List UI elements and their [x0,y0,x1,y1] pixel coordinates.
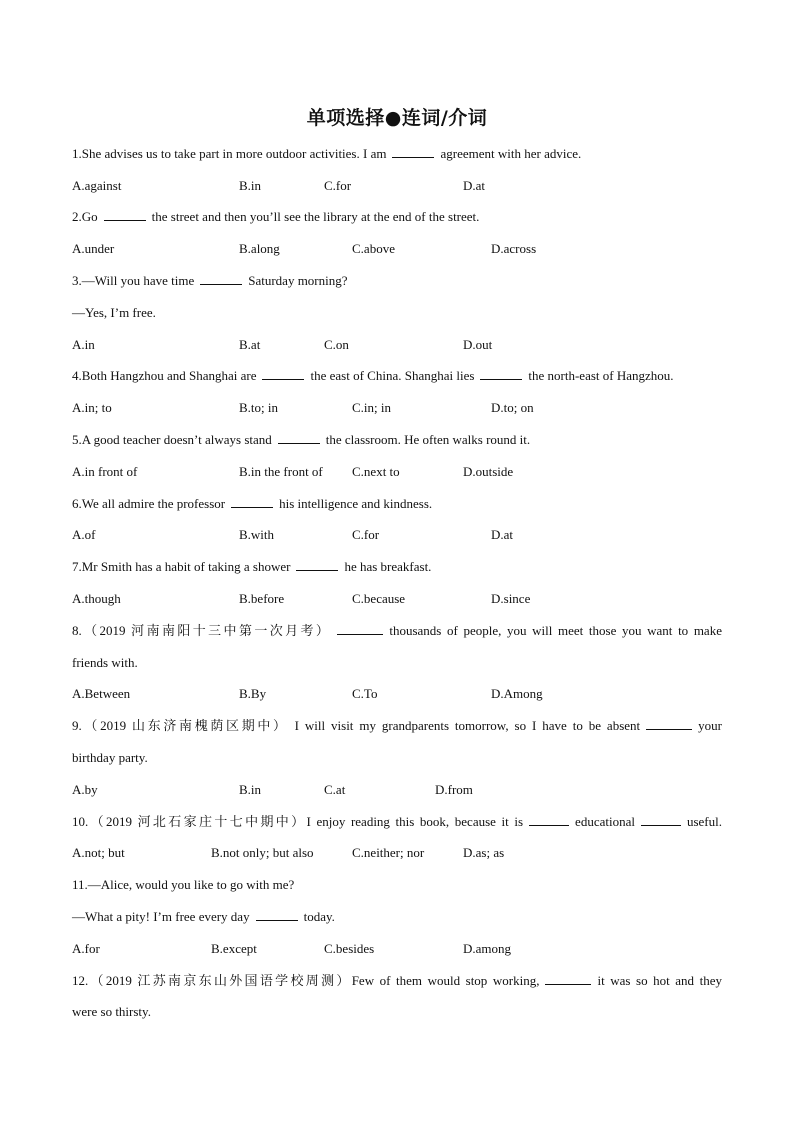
question-8 [72,623,722,639]
question-text: 7.Mr Smith has a habit of taking a shower [72,559,291,574]
question-2 [72,209,722,225]
option-a: A.of [72,527,96,542]
answer-blank [200,273,242,285]
question-3 [72,273,722,289]
option-a: A.in; to [72,400,112,415]
page-title: 单项选择●连词/介词 [306,107,488,129]
question-text: 1.She advises us to take part in more outdoor activities. I am [72,146,387,161]
option-c: C.because [352,591,406,606]
option-a: A.not; but [72,845,125,860]
option-d: D.outside [463,464,514,479]
question-text: thousands of people, you will meet those you want to make [389,623,722,638]
question-8-cont: friends with. [72,655,138,670]
question-text: useful. [686,814,722,829]
question-text: educational [575,814,635,829]
answer-blank [296,559,338,571]
question-text: your [698,718,722,733]
option-d: D.among [463,941,512,956]
option-b: B.not only; but also [211,845,314,860]
option-d: D.as; as [463,845,505,860]
question-text: 9.（2019 山东济南槐荫区期中） I will visit my grandparents tomorrow, so I have to be absent [72,718,641,733]
question-text: 2.Go [72,209,98,224]
option-b: B.in the front of [239,464,323,479]
question-text: the north-east of Hangzhou. [528,368,674,383]
question-7 [72,559,722,575]
question-10 [72,814,722,830]
question-text: the street and then you’ll see the library at the end of the street. [151,209,480,224]
option-a: A.Between [72,686,131,701]
question-text: 8.（2019 河南南阳十三中第一次月考） [72,623,332,638]
question-5 [72,432,722,448]
option-b: B.with [239,527,275,542]
question-text: 5.A good teacher doesn’t always stand [72,432,272,447]
option-a: A.in [72,337,95,352]
question-text: 3.—Will you have time [72,273,195,288]
option-c: C.neither; nor [352,845,425,860]
answer-blank [256,909,298,921]
option-d: D.to; on [491,400,534,415]
option-a: A.for [72,941,100,956]
question-1 [72,146,722,162]
option-d: D.Among [491,686,543,701]
answer-blank [545,973,591,985]
answer-blank [231,496,273,508]
question-3-reply: —Yes, I’m free. [72,305,156,320]
option-d: D.from [435,782,473,797]
option-c: C.in; in [352,400,392,415]
question-text: 4.Both Hangzhou and Shanghai are [72,368,257,383]
answer-blank [262,368,304,380]
answer-blank [529,814,569,826]
option-a: A.under [72,241,115,256]
option-d: D.since [491,591,531,606]
option-d: D.at [463,178,486,193]
option-a: A.by [72,782,98,797]
answer-blank [278,432,320,444]
question-text: today. [303,909,335,924]
option-b: B.along [239,241,280,256]
question-4 [72,368,722,384]
answer-blank [646,718,692,730]
option-b: B.at [239,337,261,352]
answer-blank [392,146,434,158]
answer-blank [641,814,681,826]
question-text: 10.（2019 河北石家庄十七中期中）I enjoy reading this book, because it is [72,814,524,829]
answer-blank [104,209,146,221]
question-12-cont: were so thirsty. [72,1004,151,1019]
question-text: agreement with her advice. [440,146,582,161]
question-9-cont: birthday party. [72,750,148,765]
question-text: it was so hot and they [597,973,722,988]
question-text: 6.We all admire the professor [72,496,226,511]
option-b: B.to; in [239,400,279,415]
answer-blank [480,368,522,380]
option-b: B.except [211,941,257,956]
option-b: B.in [239,782,262,797]
option-d: D.at [491,527,514,542]
option-a: A.in front of [72,464,138,479]
option-d: D.out [463,337,493,352]
option-c: C.for [324,178,352,193]
question-text: 12.（2019 江苏南京东山外国语学校周测）Few of them would stop working, [72,973,540,988]
question-text: his intelligence and kindness. [279,496,433,511]
option-c: C.for [352,527,380,542]
option-b: B.By [239,686,267,701]
answer-blank [337,623,383,635]
question-text: —What a pity! I’m free every day [72,909,250,924]
option-c: C.To [352,686,378,701]
question-9 [72,718,722,734]
question-12 [72,973,722,989]
question-text: the east of China. Shanghai lies [310,368,475,383]
option-c: C.above [352,241,395,256]
question-11-reply [72,909,722,925]
option-a: A.though [72,591,121,606]
option-c: C.next to [352,464,400,479]
question-6 [72,496,722,512]
option-d: D.across [491,241,537,256]
option-c: C.on [324,337,349,352]
option-c: C.besides [324,941,375,956]
question-11: 11.—Alice, would you like to go with me? [72,877,295,892]
option-b: B.before [239,591,285,606]
option-c: C.at [324,782,346,797]
question-text: Saturday morning? [248,273,348,288]
question-text: he has breakfast. [344,559,432,574]
option-b: B.in [239,178,262,193]
question-text: the classroom. He often walks round it. [325,432,531,447]
option-a: A.against [72,178,122,193]
